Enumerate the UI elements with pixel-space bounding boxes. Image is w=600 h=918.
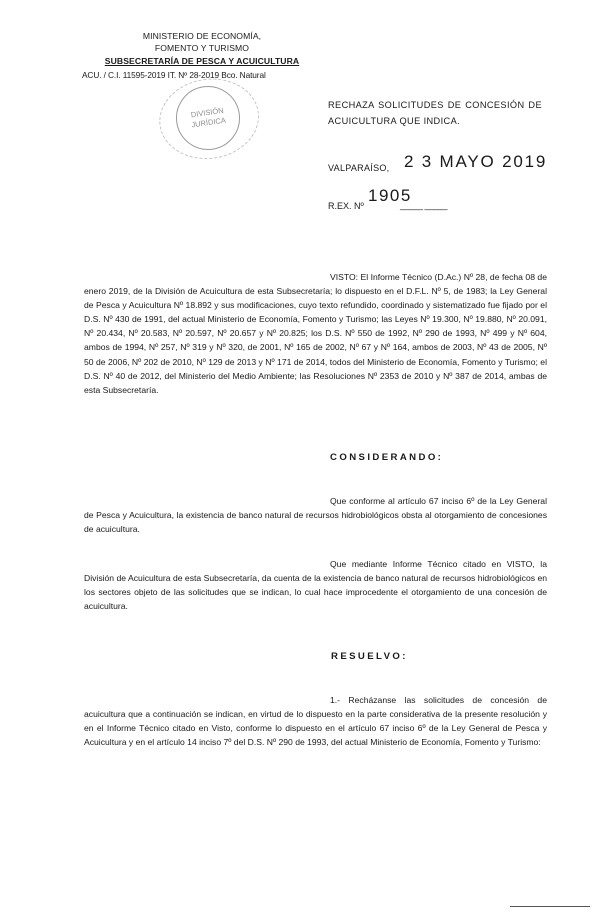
considerando-paragraph-1 [84, 494, 547, 536]
visto-text: VISTO: El Informe Técnico (D.Ac.) Nº 28, de fecha 08 de enero 2019, de la División de Acuicultura de esta Subsecretaría; lo dispuesto en el D.F.L. Nº 5, de 1983; la Ley General de Pesca y Acuicultura Nº 18.892 y sus modificaciones, cuyo texto refundido, coordinado y sistematizado fue fijado por el D.S. Nº 430 de 1991, del actual Ministerio de Economía, Fomento y Turismo; las Leyes Nº 19.300, Nº 19.880, Nº 20.091, Nº 20.434, Nº 20.583, Nº 20.597, Nº 20.657 y Nº 20.825; los D.S. Nº 550 de 1992, Nº 290 de 1993, Nº 499 y Nº 604, ambos de 1994, Nº 257, Nº 319 y Nº 320, de 2001, Nº 165 de 2002, Nº 67 y Nº 164, ambos de 2003, Nº 43 de 2005, Nº 50 de 2006, Nº 202 de 2010, Nº 129 de 2013 y Nº 171 de 2014, todos del Ministerio de Economía, Fomento y Turismo; el D.S. Nº 40 de 2012, del Ministerio del Medio Ambiente; las Resoluciones Nº 2353 de 2010 y Nº 387 de 2014, ambas de esta Subsecretaría. [84, 272, 547, 395]
division-juridica-stamp [172, 82, 244, 154]
resolution-label: R.EX. Nº [328, 201, 364, 211]
resolution-number: 1905 [368, 186, 412, 205]
stamp-line-1: DIVISIÓN [190, 105, 225, 120]
footer-rule [510, 906, 590, 907]
considerando-heading: CONSIDERANDO: [330, 452, 444, 463]
place: VALPARAÍSO, [328, 163, 390, 173]
resolution-title: RECHAZA SOLICITUDES DE CONCESIÓN DE ACUICULTURA QUE INDICA. [328, 100, 542, 126]
considerando-paragraph-2 [84, 557, 547, 613]
stamp-line-2: JURÍDICA [190, 115, 227, 130]
stamped-date: 2 3 MAYO 2019 [404, 152, 548, 171]
considerando-text-2: Que mediante Informe Técnico citado en VISTO, la División de Acuicultura de esta Subsecretaría, da cuenta de la existencia de banco natural de recursos hidrobiológicos en los sectores objeto de las solicitudes que se indican, lo cual hace improcedente el otorgamiento de una concesión de acuicultura. [84, 559, 547, 612]
stamp-ring [154, 72, 264, 165]
visto-paragraph [84, 270, 547, 397]
ministry-name-2: FOMENTO Y TURISMO [154, 43, 250, 53]
resuelvo-text-1: 1.- Recházanse las solicitudes de concesión de acuicultura que a continuación se indican, en virtud de lo dispuesto en la parte considerativa de la presente resolución y en el Informe Técnico citado en Visto, conforme lo dispuesto en el artículo 67 inciso 6º de la Ley General de Pesca y Acuicultura y en el artículo 14 inciso 7º del D.S. Nº 290 de 1993, del actual Ministerio de Economía, Fomento y Turismo: [84, 695, 547, 748]
resuelvo-heading: RESUELVO: [331, 651, 408, 662]
ministry-name: MINISTERIO DE ECONOMÍA, [142, 31, 262, 41]
reference-code: ACU. / C.I. 11595-2019 IT. Nº 28-2019 Bco. Natural [82, 70, 266, 80]
resuelvo-paragraph-1 [84, 693, 547, 749]
resolution-blanks: _____ _____ [400, 200, 448, 210]
considerando-text-1: Que conforme al artículo 67 inciso 6º de la Ley General de Pesca y Acuicultura, la existencia de banco natural de recursos hidrobiológicos obsta al otorgamiento de concesiones de acuicultura. [84, 496, 547, 535]
subsecretaria-name: SUBSECRETARÍA DE PESCA Y ACUICULTURA [104, 56, 300, 66]
